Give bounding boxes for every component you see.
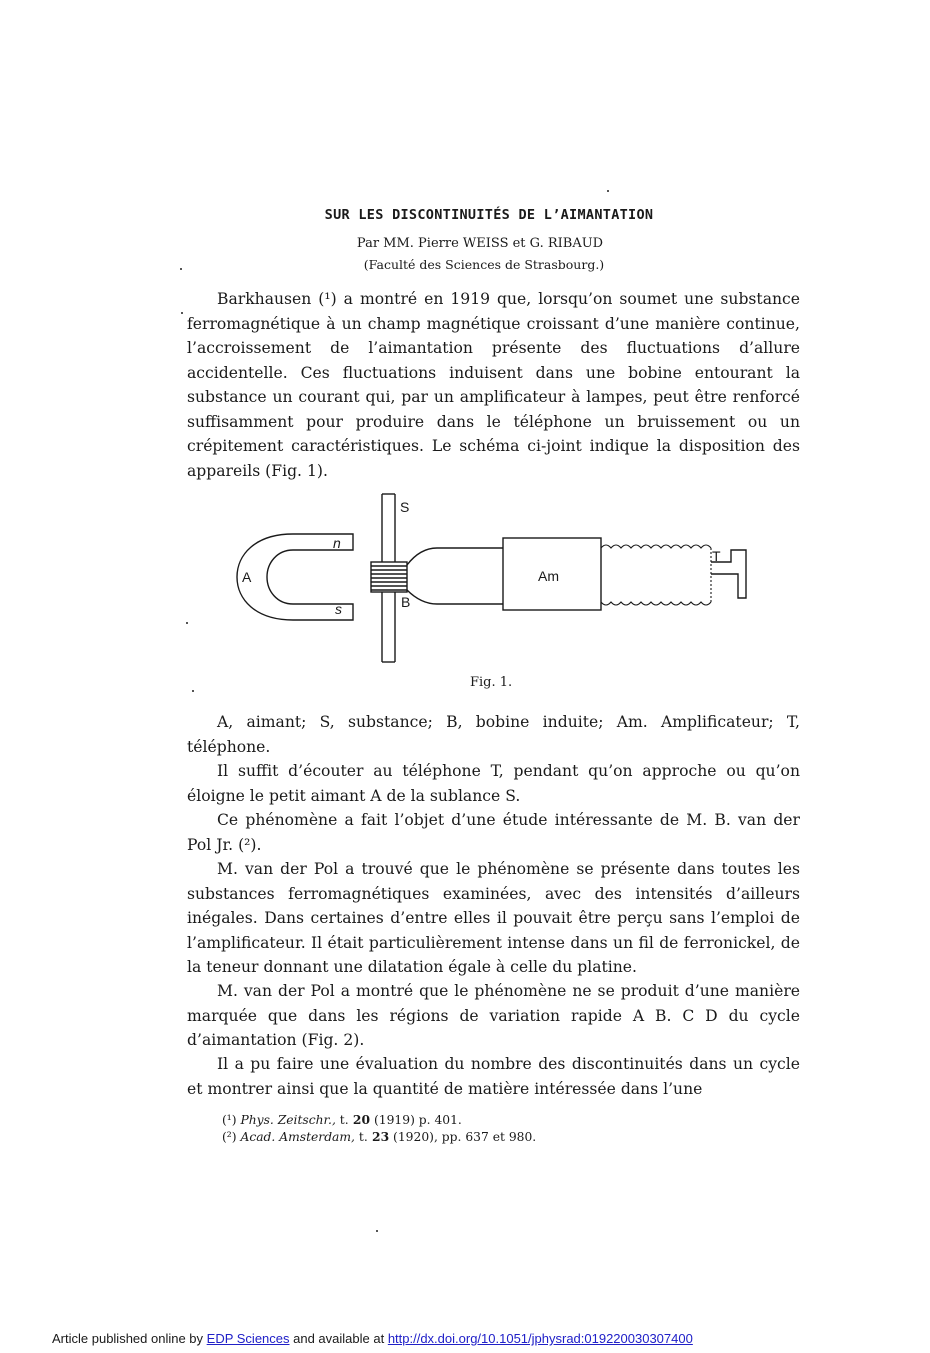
footnote-2-volume: 23: [367, 1129, 390, 1144]
label-T: T: [712, 548, 721, 564]
footnote-1-text-b: (1919) p. 401.: [370, 1113, 462, 1127]
publisher-link[interactable]: EDP Sciences: [206, 1331, 290, 1346]
label-B: B: [401, 594, 411, 610]
publication-footer: [52, 1331, 693, 1346]
paragraph-intro-text: Barkhausen (¹) a montré en 1919 que, lorsqu’on soumet une substance ferromagnétique à un champ magnétique croissant d’une manière continue, l’accroissement de l’aimantation présente des fluctuations d’allure accidentelle. Ces fluctuations induisent dans une bobine entourant la substance un courant qui, par un amplificateur à lampes, peut être renforcé suffisamment pour produire dans le téléphone un bruissement ou un crépitement caractéristiques. Le schéma ci-joint indique la disposition des appareils (Fig. 1).: [187, 290, 800, 480]
paragraph-evaluation-text: Il a pu faire une évaluation du nombre des discontinuités dans un cycle et montrer ainsi que la quantité de matière intéressée dans l’une: [187, 1055, 800, 1098]
article-authors: Par MM. Pierre WEISS et G. RIBAUD: [356, 236, 604, 251]
figure-1-drawing: [225, 490, 765, 670]
footnote-2: [222, 1128, 536, 1146]
article-affiliation: (Faculté des Sciences de Strasbourg.): [363, 257, 605, 272]
paragraph-legend-text: A, aimant; S, substance; B, bobine induite; Am. Amplificateur; T, téléphone.: [187, 713, 800, 756]
figure-1-schematic: [225, 490, 765, 670]
cable-bottom: [601, 602, 711, 605]
coil-lead-top: [407, 548, 503, 565]
footnote-1: [222, 1111, 462, 1129]
figure-caption: Fig. 1.: [470, 675, 513, 690]
scan-speck: [181, 312, 183, 314]
label-s: s: [335, 601, 342, 617]
coil-lead-bottom: [407, 590, 503, 604]
footer-prefix: Article published online by: [52, 1331, 207, 1346]
footnote-1-mark: (¹): [222, 1113, 237, 1127]
article-title: SUR LES DISCONTINUITÉS DE L’AIMANTATION: [324, 207, 654, 223]
footer-middle: and available at: [289, 1331, 388, 1346]
paragraph-intro: [187, 287, 800, 483]
footnote-1-journal: Phys. Zeitschr.,: [240, 1113, 336, 1127]
footnote-1-text-a: t.: [335, 1113, 349, 1127]
scan-speck: [192, 690, 194, 692]
paragraph-cycle-text: M. van der Pol a montré que le phénomène ne se produit d’une manière marquée que dans les régions de variation rapide A B. C D du cycle d’aimantation (Fig. 2).: [187, 982, 800, 1049]
label-n: n: [333, 535, 341, 551]
paragraph-evaluation: [187, 1052, 800, 1101]
label-A: A: [242, 569, 252, 585]
scan-speck: [607, 190, 609, 192]
paragraph-cycle: [187, 979, 800, 1053]
scan-speck: [180, 268, 182, 270]
footnote-2-mark: (²): [222, 1130, 237, 1144]
paragraph-substances-text: M. van der Pol a trouvé que le phénomène se présente dans toutes les substances ferromagnétiques examinées, avec des intensités d’ailleurs inégales. Dans certaines d’entre elles il pouvait être perçu sans l’emploi de l’amplificateur. Il était particulièrement intense dans un fil de ferronickel, de la teneur donnant une dilatation égale à celle du platine.: [187, 860, 800, 976]
footnote-2-journal: Acad. Amsterdam,: [240, 1130, 355, 1144]
paragraph-legend: [187, 710, 800, 759]
footnote-1-volume: 20: [348, 1112, 371, 1127]
doi-link[interactable]: http://dx.doi.org/10.1051/jphysrad:019220030307400: [387, 1331, 693, 1346]
scan-speck: [186, 622, 188, 624]
footnote-2-text-b: (1920), pp. 637 et 980.: [389, 1130, 537, 1144]
paragraph-listen-text: Il suffit d’écouter au téléphone T, pendant qu’on approche ou qu’on éloigne le petit aimant A de la sublance S.: [187, 762, 800, 805]
paragraph-substances: [187, 857, 800, 980]
label-S: S: [400, 499, 410, 515]
paragraph-van-der-pol: [187, 808, 800, 857]
footnote-2-text-a: t.: [354, 1130, 368, 1144]
scan-speck: [376, 1230, 378, 1232]
cable-top: [601, 545, 711, 548]
label-Am: Am: [538, 568, 559, 584]
paragraph-listen: [187, 759, 800, 808]
paragraph-van-der-pol-text: Ce phénomène a fait l’objet d’une étude intéressante de M. B. van der Pol Jr. (²).: [187, 811, 800, 854]
